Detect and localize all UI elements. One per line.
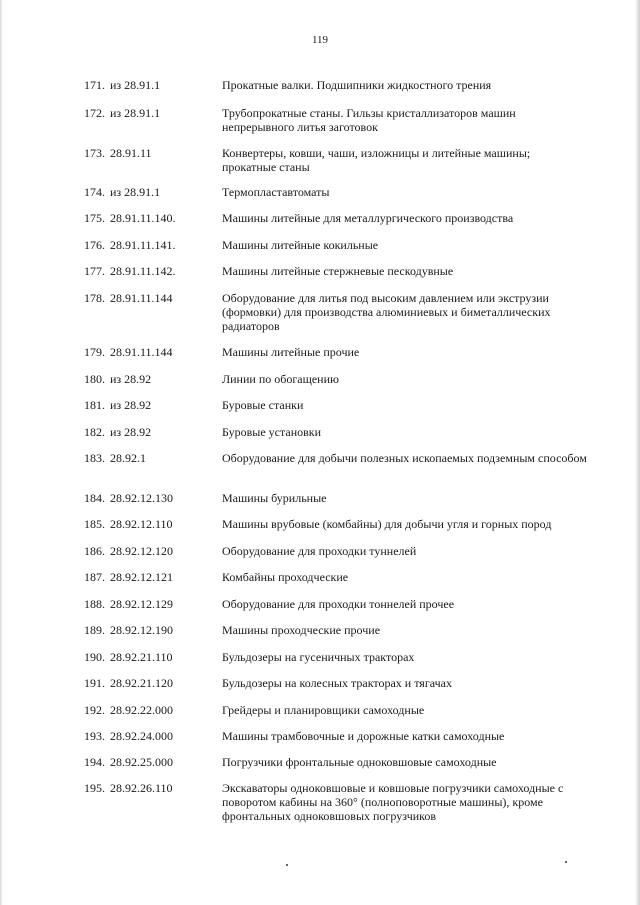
entry-number: 184. xyxy=(84,491,105,505)
entry-description: Машины трамбовочные и дорожные катки самоходные xyxy=(222,729,505,743)
entry-description: Машины проходческие прочие xyxy=(222,623,381,637)
entry-code: из 28.91.1 xyxy=(110,185,161,199)
entry-code: 28.91.11.142. xyxy=(110,264,176,278)
entry-code: 28.92.25.000 xyxy=(110,755,173,769)
entry-code: 28.92.12.190 xyxy=(110,623,173,637)
entry-description: Буровые установки xyxy=(222,425,322,439)
scan-speck xyxy=(286,864,288,866)
page-number: 119 xyxy=(311,34,329,46)
entry-number: 174. xyxy=(84,185,105,199)
entry-code: из 28.92 xyxy=(110,372,152,386)
entry-number: 178. xyxy=(84,291,105,305)
entry-description: Прокатные валки. Подшипники жидкостного трения xyxy=(222,78,492,92)
entry-description: Комбайны проходческие xyxy=(222,570,349,584)
entry-number: 180. xyxy=(84,372,105,386)
entry-code: 28.91.11.141. xyxy=(110,238,176,252)
entry-code: 28.92.12.129 xyxy=(110,597,173,611)
entry-description: Бульдозеры на колесных тракторах и тягачах xyxy=(222,676,452,690)
entry-number: 194. xyxy=(84,755,105,769)
entry-number: 179. xyxy=(84,345,105,359)
entry-code: 28.91.11.144 xyxy=(110,291,173,305)
entry-number: 186. xyxy=(84,544,105,558)
entry-number: 181. xyxy=(84,398,105,412)
entry-description: Машины литейные для металлургического производства xyxy=(222,211,514,225)
entry-number: 193. xyxy=(84,729,105,743)
entry-number: 182. xyxy=(84,425,105,439)
entry-description: Машины бурильные xyxy=(222,491,327,505)
entry-number: 195. xyxy=(84,781,105,795)
entry-code: из 28.91.1 xyxy=(110,106,161,120)
entry-number: 191. xyxy=(84,676,105,690)
entry-code: 28.92.24.000 xyxy=(110,729,173,743)
entry-description: Оборудование для литья под высоким давлением или экструзии (формовки) для производства алюминиевых и биметаллических радиаторов xyxy=(222,291,551,333)
entry-number: 175. xyxy=(84,211,105,225)
entry-description: Машины врубовые (комбайны) для добычи угля и горных пород xyxy=(222,517,552,531)
entry-code: 28.92.26.110 xyxy=(110,781,173,795)
entry-code: из 28.92 xyxy=(110,398,152,412)
entry-code: 28.92.12.130 xyxy=(110,491,173,505)
entry-description: Конвертеры, ковши, чаши, изложницы и литейные машины; прокатные станы xyxy=(222,146,531,174)
entry-number: 190. xyxy=(84,650,105,664)
entry-description: Термопластавтоматы xyxy=(222,185,330,199)
entry-number: 171. xyxy=(84,78,105,92)
entry-code: 28.92.21.110 xyxy=(110,650,173,664)
entry-description: Погрузчики фронтальные одноковшовые самоходные xyxy=(222,755,497,769)
entry-description: Буровые станки xyxy=(222,398,304,412)
entry-code: из 28.92 xyxy=(110,425,152,439)
entry-number: 187. xyxy=(84,570,105,584)
entry-description: Экскаваторы одноковшовые и ковшовые погрузчики самоходные с поворотом кабины на 360° (полноповоротные машины), кроме фронтальных одноковшовых погрузчиков xyxy=(222,781,564,823)
entry-description: Грейдеры и планировщики самоходные xyxy=(222,703,425,717)
entry-code: 28.92.12.121 xyxy=(110,570,173,584)
entry-number: 185. xyxy=(84,517,105,531)
entry-number: 192. xyxy=(84,703,105,717)
entry-description: Бульдозеры на гусеничных тракторах xyxy=(222,650,415,664)
entry-number: 188. xyxy=(84,597,105,611)
entry-description: Линии по обогащению xyxy=(222,372,339,386)
scan-edge-left xyxy=(0,0,3,905)
entry-number: 173. xyxy=(84,146,105,160)
entry-number: 183. xyxy=(84,451,105,465)
entry-description: Трубопрокатные станы. Гильзы кристаллизаторов машин непрерывного литья заготовок xyxy=(222,106,516,134)
entry-number: 177. xyxy=(84,264,105,278)
entry-description: Оборудование для проходки туннелей xyxy=(222,544,417,558)
entry-description: Оборудование для добычи полезных ископаемых подземным способом xyxy=(222,451,587,465)
entry-code: 28.91.11.144 xyxy=(110,345,173,359)
entry-code: 28.92.22.000 xyxy=(110,703,173,717)
entry-code: 28.92.1 xyxy=(110,451,146,465)
entry-description: Машины литейные стержневые пескодувные xyxy=(222,264,454,278)
scan-edge-right xyxy=(635,0,640,905)
entry-description: Машины литейные прочие xyxy=(222,345,360,359)
scan-speck xyxy=(565,861,567,863)
entry-number: 176. xyxy=(84,238,105,252)
entry-code: 28.91.11 xyxy=(110,146,152,160)
entry-code: 28.92.21.120 xyxy=(110,676,173,690)
entry-description: Машины литейные кокильные xyxy=(222,238,379,252)
entry-code: 28.91.11.140. xyxy=(110,211,176,225)
entry-code: 28.92.12.120 xyxy=(110,544,173,558)
entry-code: 28.92.12.110 xyxy=(110,517,173,531)
entry-description: Оборудование для проходки тоннелей прочее xyxy=(222,597,455,611)
entry-code: из 28.91.1 xyxy=(110,78,161,92)
entry-number: 172. xyxy=(84,106,105,120)
entry-number: 189. xyxy=(84,623,105,637)
